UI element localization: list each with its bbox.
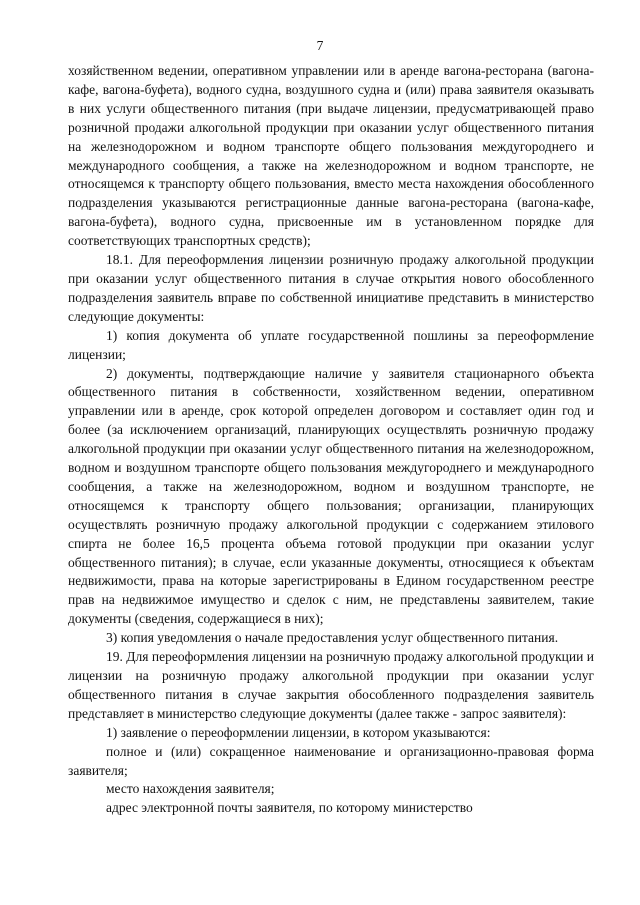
document-body <box>68 62 594 818</box>
page-number: 7 <box>316 38 324 53</box>
paragraph-18-1-item-1: 1) копия документа об уплате государственной пошлины за переоформление лицензии; <box>68 327 594 362</box>
paragraph-18-1-item-3: 3) копия уведомления о начале предоставления услуг общественного питания. <box>106 630 559 646</box>
paragraph-18-1-item-2: 2) документы, подтверждающие наличие у заявителя стационарного объекта общественного питания в собственности, хозяйственном ведении, оперативном управлении или в аренде, срок которой определен договором и составляет один год и более (за исключением организаций, планирующих осуществлять розничную продажу алкогольной продукции при оказании услуг общественного питания на железнодорожном, водном и воздушном транспорте общего пользования междугороднего и международного сообщения, а также на железнодорожном, водном и воздушном транспорте, не относящемся к транспорту общего пользования; организации, планирующих осуществлять розничную продажу алкогольной продукции с содержанием этилового спирта не более 16,5 процента объема готовой продукции при оказании услуг общественного питания); в случае, если указанные документы, относящиеся к объектам недвижимости, права на которые зарегистрированы в Едином государственном реестре прав на недвижимое имущество и сделок с ним, не представлены заявителем, такие документы (сведения, содержащиеся в них); <box>68 365 594 627</box>
paragraph-19: 19. Для переоформления лицензии на розничную продажу алкогольной продукции и лицензии на розничную продажу алкогольной продукции при оказании услуг общественного питания в случае закрытия обособленного подразделения заявитель представляет в министерство следующие документы (далее также - запрос заявителя): <box>68 649 594 721</box>
paragraph-19-item-1-email: адрес электронной почты заявителя, по которому министерство <box>106 800 473 816</box>
paragraph-18-1: 18.1. Для переоформления лицензии розничную продажу алкогольной продукции при оказании услуг общественного питания в случае открытия нового обособленного подразделения заявитель вправе по собственной инициативе представить в министерство следующие документы: <box>68 252 594 324</box>
paragraph-19-item-1-location: место нахождения заявителя; <box>106 781 275 797</box>
paragraph-19-item-1-name: полное и (или) сокращенное наименование и организационно-правовая форма заявителя; <box>68 743 594 778</box>
paragraph-continuation: хозяйственном ведении, оперативном управлении или в аренде вагона-ресторана (вагона-кафе, вагона-буфета), водного судна, воздушного судна и (или) права заявителя оказывать в них услуги общественного питания (при выдаче лицензии, предусматривающей право розничной продажи алкогольной продукции при оказании услуг общественного питания на железнодорожном и водном транспорте общего пользования междугороднего и международного сообщения, а также на железнодорожном и водном транспорте, не относящемся к транспорту общего пользования, вместо места нахождения обособленного подразделения указываются регистрационные данные вагона-ресторана (вагона-кафе, вагона-буфета), водного судна, присвоенные им в установленном порядке для соответствующих транспортных средств); <box>68 63 594 249</box>
paragraph-19-item-1: 1) заявление о переоформлении лицензии, в котором указываются: <box>106 724 491 740</box>
